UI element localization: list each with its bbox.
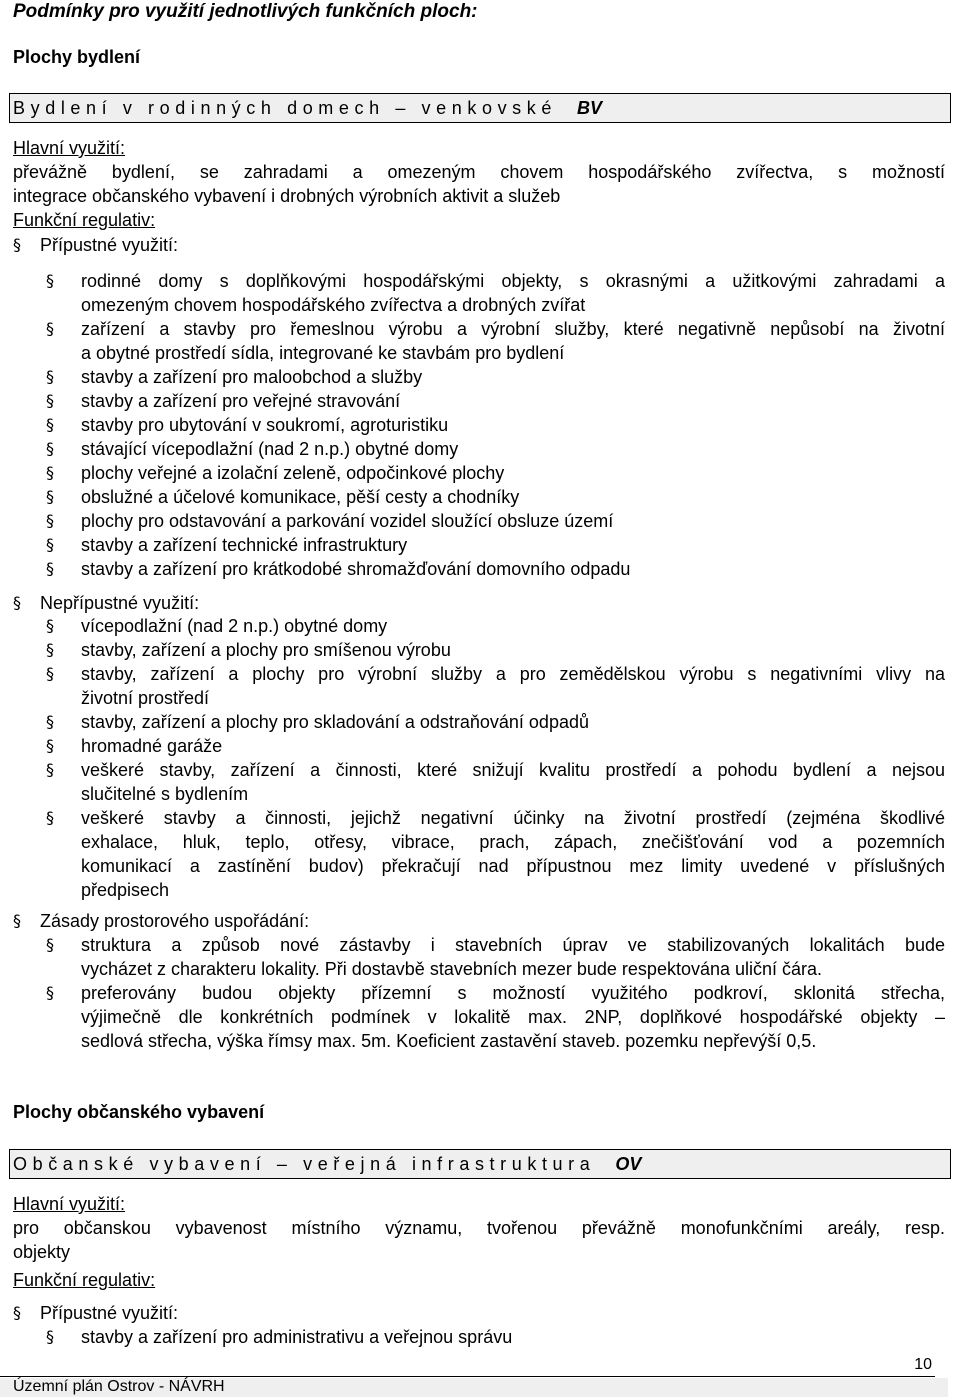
list-item	[41, 317, 945, 365]
list-item-text: sedlová střecha, výška římsy max. 5m. Koeficient zastavění staveb. pozemku nepřevýší 0,5.	[81, 1031, 817, 1051]
main-use-text-line2: objekty	[13, 1242, 71, 1262]
list-item-text: stavby a zařízení pro veřejné stravování	[81, 391, 401, 411]
list-item	[41, 758, 945, 806]
section-sign-icon: §	[46, 535, 54, 554]
list-item	[41, 437, 945, 461]
list-item	[41, 1325, 945, 1349]
list-item	[41, 389, 945, 413]
list-item-text: a obytné prostředí sídla, integrované ke stavbám pro bydlení	[81, 343, 565, 363]
list-item-text: předpisech	[81, 880, 170, 900]
list-item-text: vícepodlažní (nad 2 n.p.) obytné domy	[81, 616, 388, 636]
list-item	[41, 806, 945, 902]
section-sign-icon: §	[13, 235, 21, 254]
section-sign-icon: §	[46, 487, 54, 506]
main-use-text-line2: integrace občanského vybavení i drobných výrobních aktivit a služeb	[13, 186, 561, 206]
list-item-text: plochy veřejné a izolační zeleně, odpočinkové plochy	[81, 463, 505, 483]
section-sign-icon: §	[46, 463, 54, 482]
list-item-text: výjimečně dle konkrétních podmínek v lokalitě max. 2NP, doplňkové hospodářské objekty –	[81, 1007, 945, 1027]
list-item-text: stávající vícepodlažní (nad 2 n.p.) obytné domy	[81, 439, 459, 459]
section-sign-icon: §	[13, 1303, 21, 1322]
list-item-text: slučitelné s bydlením	[81, 784, 249, 804]
list-item-text: hromadné garáže	[81, 736, 223, 756]
section-sign-icon: §	[46, 808, 54, 827]
section-sign-icon: §	[13, 593, 21, 612]
section-sign-icon: §	[46, 415, 54, 434]
section-sign-icon: §	[46, 1327, 54, 1346]
list-item-text: stavby pro ubytování v soukromí, agroturistiku	[81, 415, 449, 435]
list-item	[41, 662, 945, 710]
section-sign-icon: §	[13, 911, 21, 930]
list-item	[41, 710, 945, 734]
section-title-obcanske: Plochy občanského vybavení	[13, 1102, 265, 1122]
section-sign-icon: §	[46, 439, 54, 458]
zone-code: OV	[615, 1154, 642, 1174]
section-sign-icon: §	[46, 559, 54, 578]
footer-document-name: Územní plán Ostrov - NÁVRH	[13, 1378, 225, 1395]
list-item-text: stavby a zařízení technické infrastruktury	[81, 535, 408, 555]
list-item-text: stavby a zařízení pro maloobchod a služby	[81, 367, 423, 387]
list-item	[41, 614, 945, 638]
page-number: 10	[914, 1356, 932, 1373]
section-sign-icon: §	[46, 367, 54, 386]
section-sign-icon: §	[46, 511, 54, 530]
list-item-text: zařízení a stavby pro řemeslnou výrobu a výrobní služby, které negativně nepůsobí na životní	[81, 319, 945, 339]
section-sign-icon: §	[46, 664, 54, 683]
main-use-label: Hlavní využití:	[13, 138, 126, 158]
list-item-text: vycházet z charakteru lokality. Při dostavbě stavebních mezer bude respektována uliční čára.	[81, 959, 823, 979]
list-item-text: veškeré stavby a činnosti, jejichž negativní účinky na životní prostředí (zejména škodlivé	[81, 808, 945, 828]
section-sign-icon: §	[46, 640, 54, 659]
list-item-text: veškeré stavby, zařízení a činnosti, které snižují kvalitu prostředí a pohodu bydlení a nejsou	[81, 760, 945, 780]
list-item-text: exhalace, hluk, teplo, otřesy, vibrace, prach, zápach, znečišťování vod a pozemních	[81, 832, 945, 852]
section-sign-icon: §	[46, 391, 54, 410]
list-item	[41, 533, 945, 557]
section-sign-icon: §	[46, 935, 54, 954]
regulativ-label: Funkční regulativ:	[13, 1270, 156, 1290]
zone-name: Bydlení v rodinných domech – venkovské	[13, 98, 557, 118]
zone-box-ov	[9, 1149, 951, 1179]
zone-box-bv	[9, 93, 951, 123]
list-item	[41, 933, 945, 981]
list-item	[41, 638, 945, 662]
list-item-text: preferovány budou objekty přízemní s možností využitého podkroví, sklonitá střecha,	[81, 983, 945, 1003]
list-item-text: stavby, zařízení a plochy pro smíšenou výrobu	[81, 640, 451, 660]
list-item-text: stavby, zařízení a plochy pro výrobní služby a pro zemědělskou výrobu s negativními vlivy na	[81, 664, 945, 684]
list-item-text: stavby a zařízení pro krátkodobé shromažďování domovního odpadu	[81, 559, 631, 579]
list-item	[41, 981, 945, 1053]
list-item	[41, 413, 945, 437]
section-title-bydleni: Plochy bydlení	[13, 47, 141, 67]
list-item-text: životní prostředí	[81, 688, 210, 708]
main-use-label: Hlavní využití:	[13, 1194, 126, 1214]
list-item	[41, 365, 945, 389]
list-item	[41, 509, 945, 533]
zone-name: Občanské vybavení – veřejná infrastruktura	[13, 1154, 596, 1174]
list-item	[41, 485, 945, 509]
section-sign-icon: §	[46, 712, 54, 731]
section-sign-icon: §	[46, 983, 54, 1002]
section-sign-icon: §	[46, 736, 54, 755]
list-item-text: omezeným chovem hospodářského zvířectva a drobných zvířat	[81, 295, 586, 315]
zone-code: BV	[576, 98, 602, 118]
list-item-text: stavby a zařízení pro administrativu a veřejnou správu	[81, 1327, 513, 1347]
section-sign-icon: §	[46, 271, 54, 290]
page-heading: Podmínky pro využití jednotlivých funkčních ploch:	[13, 1, 478, 22]
list-item	[41, 734, 945, 758]
list-item-text: plochy pro odstavování a parkování vozidel sloužící obsluze území	[81, 511, 614, 531]
main-use-text-line1: pro občanskou vybavenost místního významu, tvořenou převážně monofunkčními areály, resp.	[13, 1218, 945, 1238]
list-item-text: struktura a způsob nové zástavby i stavebních úprav ve stabilizovaných lokalitách bude	[81, 935, 945, 955]
list-item-text: stavby, zařízení a plochy pro skladování a odstraňování odpadů	[81, 712, 589, 732]
section-sign-icon: §	[46, 319, 54, 338]
section-sign-icon: §	[46, 760, 54, 779]
list-item-text: rodinné domy s doplňkovými hospodářskými objekty, s okrasnými a užitkovými zahradami a	[81, 271, 945, 291]
section-sign-icon: §	[46, 616, 54, 635]
list-item	[41, 557, 945, 581]
regulativ-label: Funkční regulativ:	[13, 210, 156, 230]
list-item	[41, 269, 945, 317]
list-item	[41, 461, 945, 485]
list-item-text: obslužné a účelové komunikace, pěší cesty a chodníky	[81, 487, 520, 507]
main-use-text-line1: převážně bydlení, se zahradami a omezeným chovem hospodářského zvířectva, s možností	[13, 162, 945, 182]
list-item-text: komunikací a zastínění budov) překračují nad přípustnou mez limity uvedené v příslušných	[81, 856, 945, 876]
